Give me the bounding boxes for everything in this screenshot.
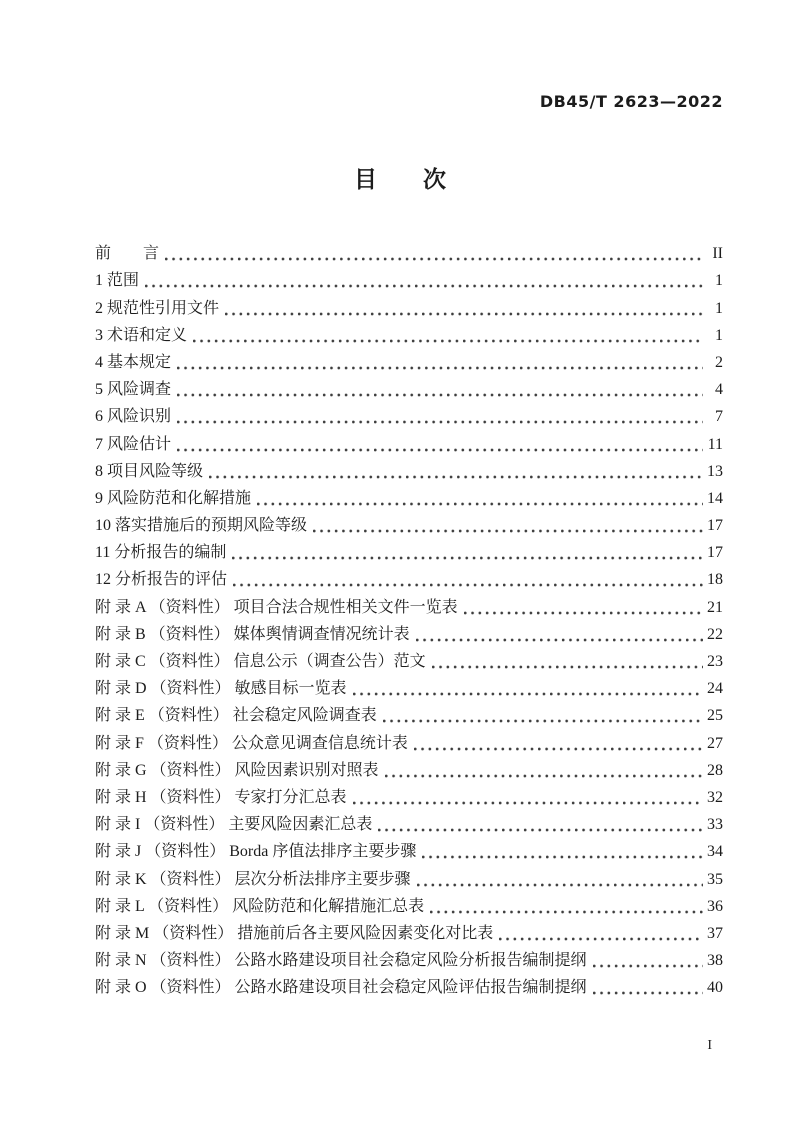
toc-entry-label: 附 录 E （资料性） 社会稳定风险调查表 — [95, 707, 377, 725]
toc-entry — [95, 322, 723, 349]
dot-leader — [257, 502, 703, 506]
toc-entry — [95, 485, 723, 512]
toc-entry-label: 附 录 I （资料性） 主要风险因素汇总表 — [95, 816, 373, 834]
toc-entry-label: 附 录 N （资料性） 公路水路建设项目社会稳定风险分析报告编制提纲 — [95, 952, 587, 970]
toc-entry — [95, 240, 723, 267]
toc-entry-page: 21 — [707, 598, 723, 616]
toc-entry-page: 40 — [707, 979, 723, 997]
toc-entry-label: 1 范围 — [95, 272, 140, 290]
toc-entry — [95, 267, 723, 294]
toc-entry-label: 附 录 M （资料性） 措施前后各主要风险因素变化对比表 — [95, 924, 494, 942]
toc-entry-label: 12 分析报告的评估 — [95, 571, 228, 589]
toc-entry-label: 3 术语和定义 — [95, 326, 188, 344]
toc-entry-page: 35 — [707, 870, 723, 888]
toc-entry-page: 38 — [707, 952, 723, 970]
dot-leader — [422, 855, 703, 859]
toc-entry-page: 14 — [707, 489, 723, 507]
dot-leader — [177, 420, 703, 424]
toc-entry-label: 附 录 K （资料性） 层次分析法排序主要步骤 — [95, 870, 411, 888]
toc-entry-label: 5 风险调查 — [95, 381, 172, 399]
toc-entry-page: 1 — [715, 299, 723, 317]
toc-entry-page: 24 — [707, 680, 723, 698]
toc-entry-page: 23 — [707, 653, 723, 670]
toc-entry — [95, 757, 723, 784]
dot-leader — [353, 801, 703, 805]
toc-entry-label: 附 录 O （资料性） 公路水路建设项目社会稳定风险评估报告编制提纲 — [95, 979, 587, 997]
toc-entry-label: 附 录 J （资料性） Borda 序值法排序主要步骤 — [95, 843, 417, 861]
dot-leader — [313, 529, 703, 533]
toc-entry-page: 27 — [707, 734, 723, 752]
toc-entry — [95, 621, 723, 648]
toc-entry-label: 附 录 F （资料性） 公众意见调查信息统计表 — [95, 734, 408, 752]
toc-entry — [95, 920, 723, 947]
toc-entry-page: 1 — [715, 272, 723, 290]
toc-entry-page: II — [712, 245, 723, 263]
toc-entry-label: 10 落实措施后的预期风险等级 — [95, 517, 308, 535]
dot-leader — [416, 638, 703, 642]
toc-entry-page: 13 — [707, 462, 723, 480]
dot-leader — [193, 339, 703, 343]
toc-entry — [95, 458, 723, 485]
dot-leader — [593, 964, 703, 968]
dot-leader — [593, 991, 703, 995]
dot-leader — [464, 611, 703, 615]
dot-leader — [233, 583, 703, 587]
toc-entry-page: 37 — [707, 924, 723, 942]
dot-leader — [177, 393, 703, 397]
toc-entry — [95, 729, 723, 756]
dot-leader — [378, 828, 703, 832]
toc-entry — [95, 784, 723, 811]
toc-entry — [95, 893, 723, 920]
toc-entry-label: 前 言 — [95, 245, 160, 263]
toc-entry-page: 34 — [707, 843, 723, 861]
toc-entry — [95, 865, 723, 892]
footer-page-number: I — [707, 1038, 712, 1053]
toc-entry-page: 32 — [707, 788, 723, 806]
dot-leader — [177, 366, 703, 370]
toc-entry-label: 2 规范性引用文件 — [95, 299, 220, 317]
dot-leader — [383, 719, 703, 723]
toc-entry-label: 附 录 L （资料性） 风险防范和化解措施汇总表 — [95, 897, 425, 915]
dot-leader — [499, 937, 703, 941]
toc-entry-label: 附 录 H （资料性） 专家打分汇总表 — [95, 788, 347, 806]
toc-entry — [95, 566, 723, 593]
toc-entry-page: 28 — [707, 761, 723, 779]
toc-entry-page: 18 — [707, 571, 723, 589]
toc-entry-page: 17 — [707, 517, 723, 535]
toc-entry-label: 6 风险识别 — [95, 408, 172, 426]
page-title: 目 次 — [354, 167, 446, 193]
dot-leader — [353, 692, 703, 696]
dot-leader — [209, 475, 703, 479]
toc-entry — [95, 675, 723, 702]
dot-leader — [232, 556, 703, 560]
toc-entry-page: 33 — [707, 816, 723, 834]
standard-number: DB45/T 2623—2022 — [539, 92, 723, 111]
toc-entry-label: 附 录 G （资料性） 风险因素识别对照表 — [95, 761, 379, 779]
toc-entry — [95, 294, 723, 321]
dot-leader — [432, 665, 703, 669]
toc-entry — [95, 947, 723, 974]
toc-entry — [95, 539, 723, 566]
toc-entry-label: 附 录 D （资料性） 敏感目标一览表 — [95, 680, 347, 698]
dot-leader — [165, 257, 703, 261]
toc-entry-label: 附 录 B （资料性） 媒体舆情调查情况统计表 — [95, 625, 410, 643]
toc-entry-label: 9 风险防范和化解措施 — [95, 489, 252, 507]
toc-entry — [95, 648, 723, 675]
toc-entry — [95, 512, 723, 539]
toc-entry-page: 7 — [715, 408, 723, 426]
table-of-contents — [95, 240, 723, 1001]
toc-entry-page: 1 — [715, 326, 723, 344]
toc-entry-label: 附 录 C （资料性） 信息公示（调查公告）范文 — [95, 653, 426, 670]
dot-leader — [430, 910, 703, 914]
toc-entry-page: 11 — [707, 435, 723, 453]
dot-leader — [417, 883, 703, 887]
toc-entry-page: 17 — [707, 544, 723, 562]
toc-entry-label: 附 录 A （资料性） 项目合法合规性相关文件一览表 — [95, 598, 458, 616]
toc-entry — [95, 838, 723, 865]
toc-entry — [95, 702, 723, 729]
toc-entry-label: 8 项目风险等级 — [95, 462, 204, 480]
toc-entry-page: 2 — [715, 353, 723, 371]
toc-entry — [95, 430, 723, 457]
dot-leader — [385, 774, 703, 778]
toc-entry — [95, 376, 723, 403]
dot-leader — [177, 448, 703, 452]
toc-entry — [95, 974, 723, 1001]
toc-entry-label: 4 基本规定 — [95, 353, 172, 371]
dot-leader — [225, 312, 703, 316]
toc-entry — [95, 403, 723, 430]
toc-entry — [95, 593, 723, 620]
toc-entry-label: 7 风险估计 — [95, 435, 172, 453]
toc-entry-page: 25 — [707, 707, 723, 725]
dot-leader — [145, 284, 703, 288]
toc-entry-page: 22 — [707, 625, 723, 643]
toc-entry-page: 4 — [715, 381, 723, 399]
dot-leader — [414, 747, 703, 751]
toc-entry-page: 36 — [707, 897, 723, 915]
toc-entry — [95, 811, 723, 838]
toc-entry-label: 11 分析报告的编制 — [95, 544, 227, 562]
toc-entry — [95, 349, 723, 376]
